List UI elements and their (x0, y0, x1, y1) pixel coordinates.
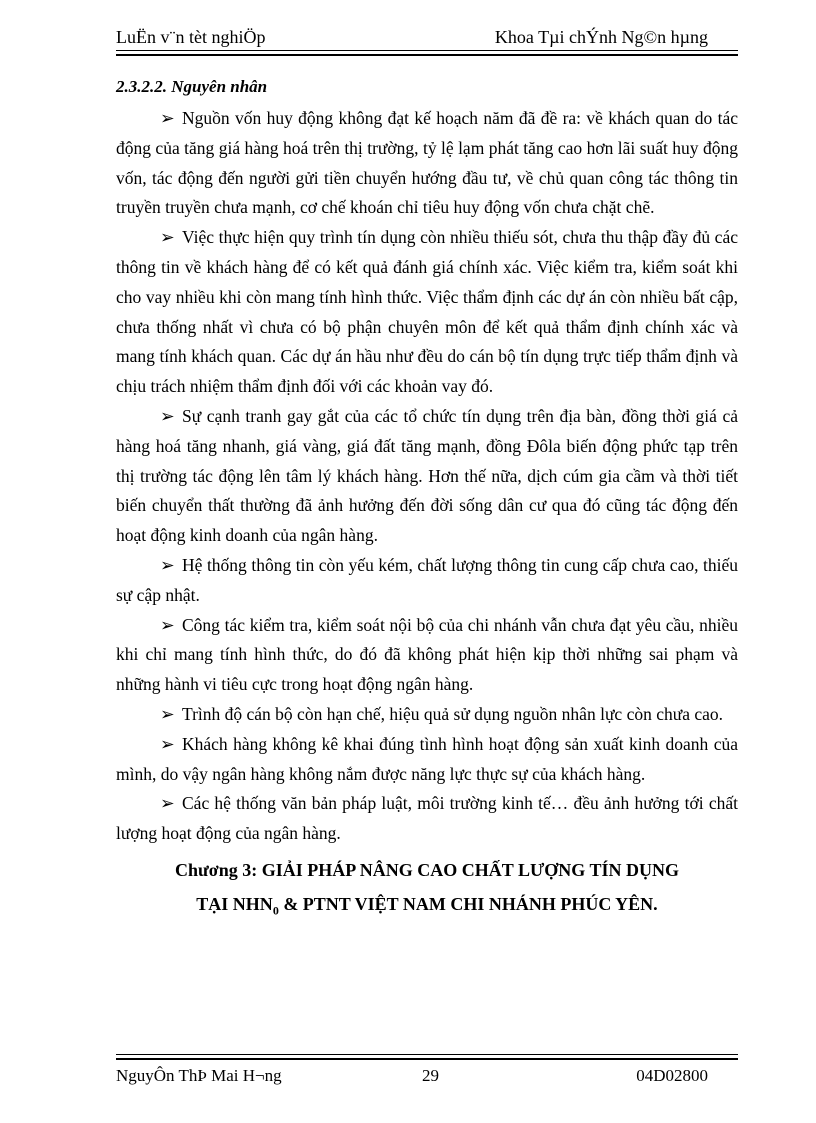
paragraph-8 (116, 789, 738, 849)
paragraph-text: Công tác kiểm tra, kiểm soát nội bộ của chi nhánh vẫn chưa đạt yêu cầu, nhiều khi chỉ mang tính hình thức, do đó đã không phát hiện kịp thời những sai phạm và những hành vi tiêu cực trong hoạt động ngân hàng. (116, 614, 738, 695)
page-footer (116, 1064, 738, 1088)
paragraph-1 (116, 104, 738, 223)
page-header (116, 24, 738, 50)
paragraph-4 (116, 551, 738, 611)
footer-author: NguyÔn ThÞ Mai H¬ng (116, 1066, 282, 1085)
chapter-line2-subscript: 0 (272, 903, 279, 918)
page-body (116, 70, 738, 926)
paragraph-text: Sự cạnh tranh gay gắt của các tổ chức tín dụng trên địa bàn, đồng thời giá cả hàng hoá tăng nhanh, giá vàng, giá đất tăng mạnh, đồng Đôla biến động phức tạp trên thị trường tác động lên tâm lý khách hàng. Hơn thế nữa, dịch cúm gia cầm và thời tiết biến chuyển thất thường đã ảnh hưởng đến đời sống dân cư qua đó cũng tác động đến hoạt động kinh doanh của ngân hàng. (116, 405, 738, 546)
chapter-title-line-2 (116, 889, 738, 926)
paragraph-text: Khách hàng không kê khai đúng tình hình hoạt động sản xuất kinh doanh của mình, do vậy ngân hàng không nắm được năng lực thực sự của khách hàng. (116, 733, 738, 784)
chapter-title-line-1: Chương 3: GIẢI PHÁP NÂNG CAO CHẤT LƯỢNG TÍN DỤNG (175, 859, 679, 880)
paragraph-text: Hệ thống thông tin còn yếu kém, chất lượng thông tin cung cấp chưa cao, thiếu sự cập nhật. (116, 554, 738, 605)
bullet-arrow-icon: ➢ (160, 227, 175, 248)
paragraph-3 (116, 402, 738, 551)
footer-page-number: 29 (422, 1066, 439, 1085)
paragraph-text: Trình độ cán bộ còn hạn chế, hiệu quả sử dụng nguồn nhân lực còn chưa cao. (182, 703, 724, 724)
chapter-line2-text-end: & PTNT VIỆT NAM CHI NHÁNH PHÚC YÊN. (278, 893, 658, 914)
chapter-heading (116, 855, 738, 926)
paragraph-2 (116, 223, 738, 402)
paragraph-7 (116, 730, 738, 790)
bullet-arrow-icon: ➢ (160, 614, 175, 635)
paragraph-5 (116, 611, 738, 700)
paragraph-text: Nguồn vốn huy động không đạt kế hoạch năm đã đề ra: về khách quan do tác động của tăng giá hàng hoá trên thị trường, tỷ lệ lạm phát tăng cao hơn lãi suất huy động vốn, tác động đến người gửi tiền chuyển hướng đầu tư, về chủ quan công tác thông tin truyền truyền chưa mạnh, cơ chế khoán chỉ tiêu huy động vốn chưa chặt chẽ. (116, 108, 738, 218)
bullet-arrow-icon: ➢ (160, 793, 175, 814)
paragraph-text: Các hệ thống văn bản pháp luật, môi trường kinh tế… đều ảnh hưởng tới chất lượng hoạt động của ngân hàng. (116, 793, 738, 844)
paragraph-text: Việc thực hiện quy trình tín dụng còn nhiều thiếu sót, chưa thu thập đầy đủ các thông tin về khách hàng để có kết quả đánh giá chính xác. Việc kiểm tra, kiểm soát khi cho vay nhiều khi còn mang tính hình thức. Việc thẩm định các dự án còn nhiều bất cập, chưa thống nhất vì chưa có bộ phận chuyên môn để kết quả thẩm định chính xác và mang tính khách quan. Các dự án hầu như đều do cán bộ tín dụng trực tiếp thẩm định và chịu trách nhiệm thẩm định đối với các khoản vay đó. (116, 227, 738, 397)
paragraph-6 (116, 700, 738, 730)
footer-rule (116, 1054, 738, 1060)
header-thesis-label: LuËn v¨n tèt nghiÖp (116, 27, 266, 47)
header-faculty-label: Khoa Tµi chÝnh Ng©n hµng (494, 27, 708, 47)
header-rule (116, 50, 738, 56)
section-title: 2.3.2.2. Nguyên nhân (116, 77, 268, 96)
bullet-arrow-icon: ➢ (160, 703, 175, 724)
bullet-arrow-icon: ➢ (160, 108, 175, 128)
bullet-arrow-icon: ➢ (160, 733, 175, 754)
chapter-line2-text: TẠI NHN (196, 893, 273, 914)
bullet-arrow-icon: ➢ (160, 554, 175, 575)
footer-student-id: 04D02800 (636, 1066, 708, 1085)
bullet-arrow-icon: ➢ (160, 405, 175, 426)
